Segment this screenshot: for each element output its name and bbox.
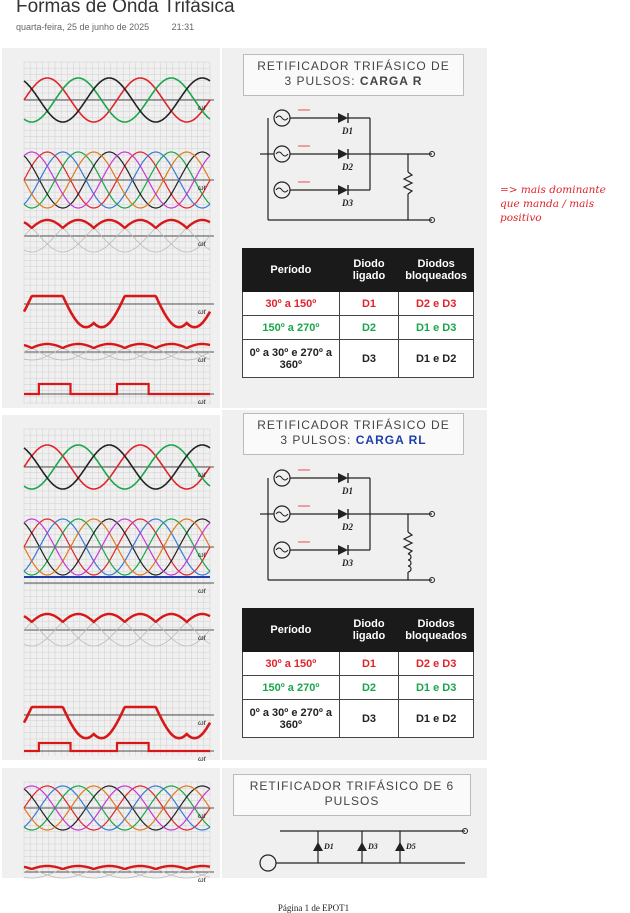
circuit-diagram-carga-r (250, 96, 450, 231)
waveform-panel-3 (2, 768, 220, 884)
section3-heading-line2: PULSOS (324, 794, 380, 808)
table-cell-bloqueados: D2 e D3 (399, 292, 474, 316)
resistor-icon (404, 532, 412, 554)
diode-icon (338, 473, 348, 483)
table-cell-ligado: D1 (339, 652, 399, 676)
table-cell-periodo: 30º a 150º (243, 292, 340, 316)
diode-label: D3 (368, 842, 378, 851)
diode-icon (313, 842, 323, 851)
axis-unit-label: ωt (198, 875, 206, 884)
section2-heading (243, 413, 464, 455)
diode-label: D3 (342, 558, 353, 568)
resistor-icon (404, 172, 412, 194)
axis-unit-label: ωt (198, 103, 206, 112)
axis-unit-label: ωt (198, 718, 206, 727)
axis-unit-label: ωt (198, 754, 206, 763)
diode-icon (338, 185, 348, 195)
page-footer: Página 1 de EPOT1 (277, 903, 350, 913)
waveform-figure-carga-r (2, 48, 220, 408)
axis-unit-label: ωt (198, 811, 206, 820)
waveform-figure-6-pulsos (2, 768, 220, 884)
sine-glyph (276, 548, 288, 552)
table-cell-bloqueados: D2 e D3 (399, 652, 474, 676)
diode-label: D3 (342, 198, 353, 208)
table-header-ligado: Diodo ligado (339, 249, 399, 292)
table-cell-ligado: D3 (339, 700, 399, 738)
page-time: 21:31 (171, 22, 195, 32)
axis-unit-label: ωt (198, 239, 206, 248)
table-cell-ligado: D3 (339, 340, 399, 378)
section2-heading-load: CARGA RL (355, 433, 427, 447)
diode-label: D1 (342, 126, 353, 136)
voltage-source-icon (260, 855, 276, 871)
inductor-icon (408, 554, 411, 572)
diode-icon (395, 842, 405, 851)
section3-heading (233, 774, 471, 816)
note-line: positivo (500, 212, 542, 224)
axis-unit-label: ωt (198, 550, 206, 559)
diode-current-trace (24, 384, 210, 394)
page-title: Formas de Onda Trifásica (16, 0, 235, 17)
table-header-bloqueados: Diodos bloqueados (399, 609, 474, 652)
diode-icon (357, 842, 367, 851)
page-dateline (16, 22, 214, 32)
diode-current-trace (24, 743, 210, 751)
section1-heading-line2: 3 PULSOS: (284, 74, 356, 88)
table-cell-periodo: 150º a 270º (243, 316, 340, 340)
sine-glyph (276, 512, 288, 516)
waveform-panel-1 (2, 48, 220, 408)
note-line: => mais dominante (500, 184, 606, 196)
table-cell-bloqueados: D1 e D2 (399, 700, 474, 738)
section2-table (242, 608, 474, 738)
section2-heading-line2: 3 PULSOS: (280, 433, 352, 447)
table-cell-bloqueados: D1 e D3 (399, 676, 474, 700)
diode-label: D1 (324, 842, 334, 851)
circuit-diagram-carga-rl (250, 456, 450, 591)
diode-label: D1 (342, 486, 353, 496)
section1-heading-line1: RETIFICADOR TRIFÁSICO DE (257, 59, 450, 73)
waveform-panel-2 (2, 415, 220, 763)
table-header-periodo: Período (243, 609, 340, 652)
axis-unit-label: ωt (198, 470, 206, 479)
table-header-bloqueados: Diodos bloqueados (399, 249, 474, 292)
section3-heading-line1: RETIFICADOR TRIFÁSICO DE 6 (249, 779, 455, 793)
table-cell-ligado: D1 (339, 292, 399, 316)
diode-icon (338, 509, 348, 519)
sine-glyph (276, 476, 288, 480)
handwritten-note (500, 183, 630, 225)
axis-unit-label: ωt (198, 633, 206, 642)
axis-unit-label: ωt (198, 183, 206, 192)
sine-glyph (276, 152, 288, 156)
page-date: quarta-feira, 25 de junho de 2025 (16, 22, 150, 32)
axis-unit-label: ωt (198, 355, 206, 364)
section1-heading-load: CARGA R (359, 74, 423, 88)
table-cell-ligado: D2 (339, 316, 399, 340)
table-cell-periodo: 150º a 270º (243, 676, 340, 700)
axis-unit-label: ωt (198, 586, 206, 595)
diode-icon (338, 149, 348, 159)
axis-unit-label: ωt (198, 307, 206, 316)
table-cell-periodo: 30º a 150º (243, 652, 340, 676)
diode-label: D2 (342, 522, 353, 532)
table-cell-periodo: 0º a 30º e 270º a 360º (243, 700, 340, 738)
sine-glyph (276, 188, 288, 192)
table-cell-periodo: 0º a 30º e 270º a 360º (243, 340, 340, 378)
table-header-ligado: Diodo ligado (339, 609, 399, 652)
diode-label: D2 (342, 162, 353, 172)
diode-icon (338, 545, 348, 555)
circuit-diagram-6-pulsos (240, 815, 475, 878)
waveform-figure-carga-rl (2, 415, 220, 763)
table-header-periodo: Período (243, 249, 340, 292)
section1-table (242, 248, 474, 378)
axis-unit-label: ωt (198, 397, 206, 406)
table-cell-bloqueados: D1 e D2 (399, 340, 474, 378)
diode-label: D5 (406, 842, 416, 851)
diode-icon (338, 113, 348, 123)
sine-glyph (276, 116, 288, 120)
table-cell-bloqueados: D1 e D3 (399, 316, 474, 340)
table-cell-ligado: D2 (339, 676, 399, 700)
note-line: que manda / mais (500, 198, 595, 210)
section1-heading (243, 54, 464, 96)
section2-heading-line1: RETIFICADOR TRIFÁSICO DE (257, 418, 450, 432)
